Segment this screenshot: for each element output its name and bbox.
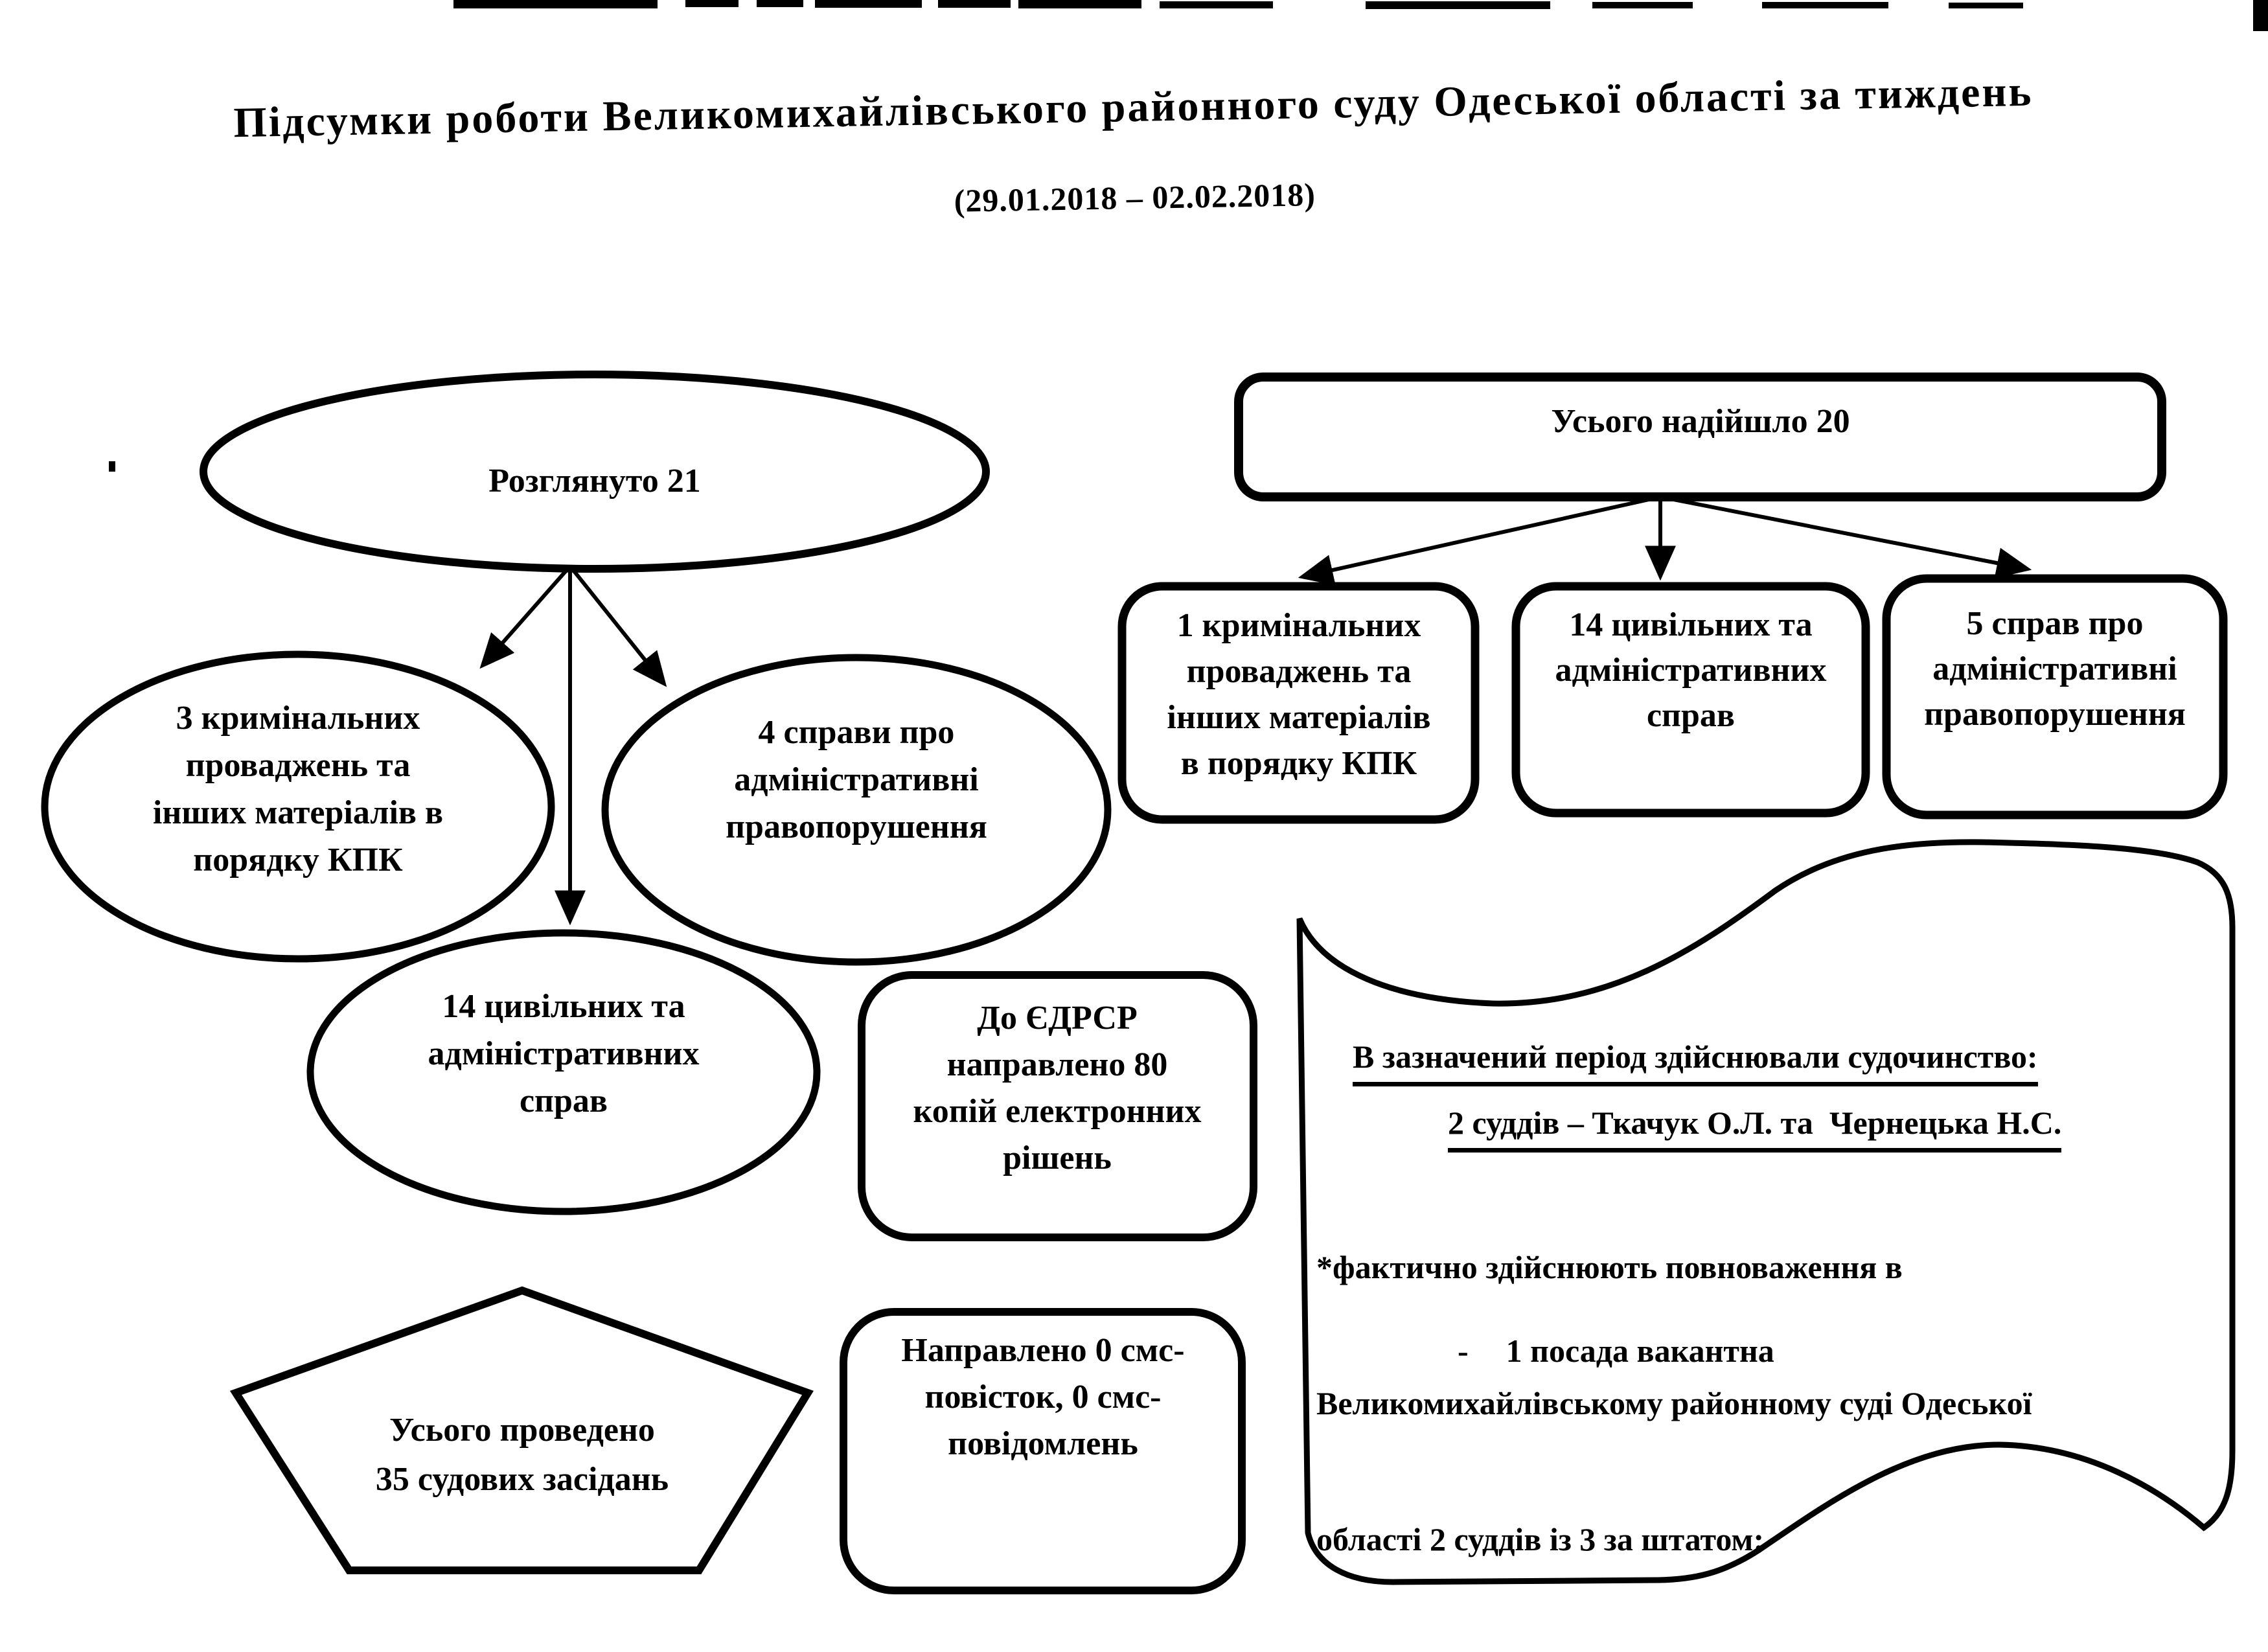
text-line: області 2 суддів із 3 за штатом:	[1316, 1521, 1765, 1557]
text-line: 14 цивільних та	[442, 988, 685, 1025]
text-line: 35 судових засідань	[375, 1461, 669, 1498]
text-line: правопорушення	[726, 809, 987, 845]
incoming-admin-offenses-label	[1899, 601, 2210, 737]
page-title: Підсумки роботи Великомихайлівського районного суду Одеської області за тиждень	[233, 67, 2033, 147]
text-line: проваджень та	[1186, 653, 1412, 690]
text-line: повісток, 0 смс-	[924, 1379, 1162, 1416]
text-line: Усього надійшло 20	[1551, 403, 1850, 440]
incoming-civil-admin-label	[1529, 602, 1853, 739]
report-period: (29.01.2018 – 02.02.2018)	[954, 176, 1316, 219]
text-line: До ЄДРСР	[977, 1000, 1138, 1037]
text-line: порядку КПК	[193, 842, 403, 878]
text-line: 1 посада вакантна	[1506, 1333, 1774, 1369]
text-line: направлено 80	[946, 1046, 1168, 1083]
text-line: копій електронних	[913, 1093, 1202, 1130]
incoming-arrows	[1303, 497, 2026, 577]
text-line: адміністративні	[1932, 650, 2177, 687]
text-line: в порядку КПК	[1180, 745, 1417, 782]
text-line: 3 кримінальних	[176, 700, 420, 737]
reviewed-total-label	[271, 457, 919, 505]
judiciary-vacancy-item	[1425, 1294, 1774, 1407]
text-line: 2 суддів – Ткачук О.Л. та Чернецька Н.С.	[1448, 1104, 2061, 1153]
text-line: 1 кримінальних	[1176, 607, 1421, 644]
hearings-label	[263, 1406, 781, 1504]
list-dash: -	[1458, 1333, 1469, 1369]
text-line: проваджень та	[185, 747, 411, 784]
text-line: правопорушення	[1924, 696, 2186, 733]
text-line: інших матеріалів в	[152, 794, 444, 831]
text-line: Направлено 0 смс-	[901, 1332, 1185, 1369]
text-line: адміністративних	[428, 1035, 700, 1072]
text-line: адміністративних	[1555, 652, 1827, 689]
reviewed-admin-offenses-label	[656, 709, 1057, 851]
text-line: Усього проведено	[389, 1412, 655, 1449]
text-line: справ	[519, 1083, 608, 1119]
text-line: справ	[1646, 697, 1735, 734]
text-line: 14 цивільних та	[1569, 606, 1813, 643]
text-line: повідомлень	[948, 1425, 1138, 1462]
text-line: інших матеріалів	[1167, 699, 1431, 736]
registry-label	[895, 995, 1219, 1182]
text-line: Розглянуто 21	[488, 463, 701, 499]
text-line: Великомихайлівському районному суді Одеської	[1316, 1385, 2032, 1421]
text-line: рішень	[1003, 1140, 1112, 1176]
sms-label	[868, 1327, 1218, 1467]
reviewed-civil-admin-label	[356, 983, 771, 1125]
text-line: 5 справ про	[1966, 605, 2144, 642]
incoming-total-label	[1377, 398, 2024, 445]
reviewed-criminal-label	[84, 694, 512, 884]
text-line: В зазначений період здійснювали судочинство:	[1353, 1038, 2038, 1086]
text-line: *фактично здійснюють повноваження в	[1316, 1249, 1903, 1285]
incoming-criminal-label	[1143, 602, 1454, 786]
text-line: адміністративні	[734, 761, 979, 798]
text-line: 4 справи про	[758, 714, 955, 751]
